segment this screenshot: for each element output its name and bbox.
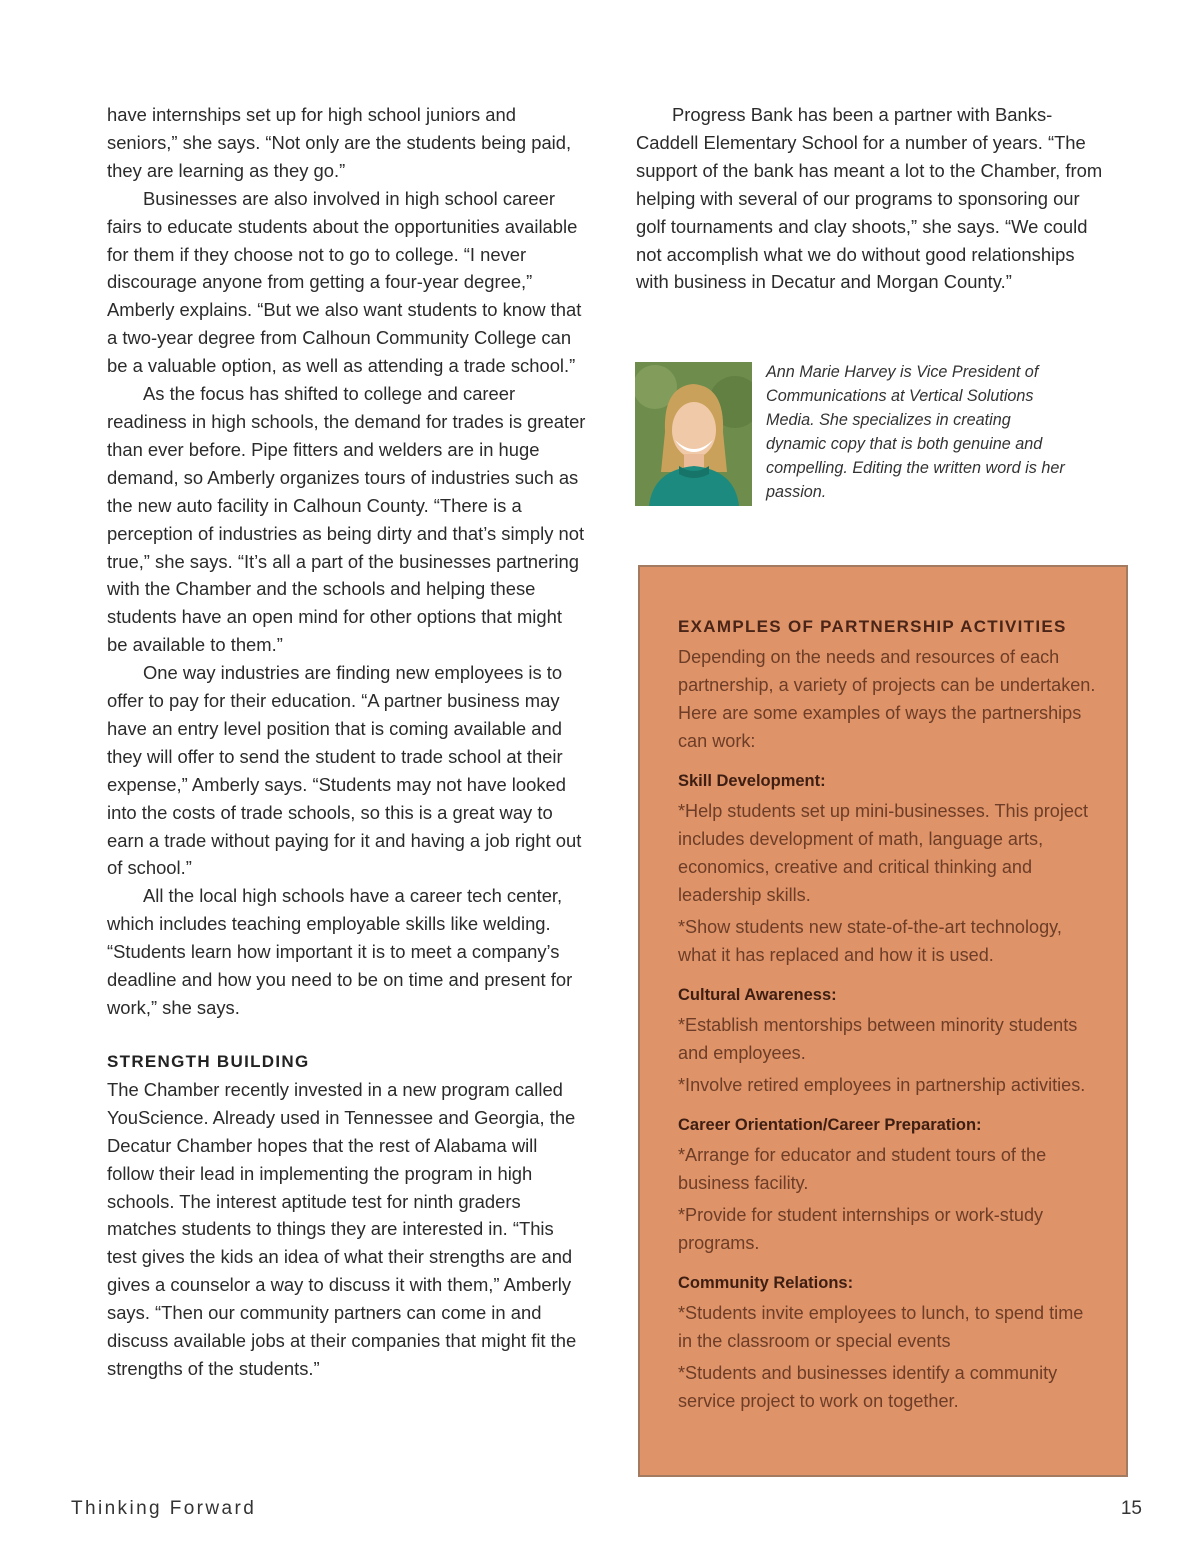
body-paragraph: Businesses are also involved in high school career fairs to educate students about the opportunities available for them if they choose not to go to college. “I never discourage anyone from getting a four-year degree,” Amberly explains. “But we also want students to know that a two-year degree from Calhoun Community College can be a valuable option, as well as attending a trade school.” [107, 187, 582, 377]
sidebar-section-heading: Community Relations: [678, 1274, 854, 1292]
sidebar-item: *Provide for student internships or work-study programs. [678, 1205, 1044, 1253]
body-paragraph: The Chamber recently invested in a new program called YouScience. Already used in Tennessee and Georgia, the Decatur Chamber hopes that the rest of Alabama will follow their lead in implementing the program in high schools. The interest aptitude test for ninth graders matches students to things they are interested in. “This test gives the kids an idea of what their strengths are and gives a counselor a way to discuss it with them,” Amberly says. “Then our community partners can come in and discuss available jobs at their companies that might fit the strengths of the students.” [107, 1078, 577, 1379]
body-paragraph: One way industries are finding new employees is to offer to pay for their education. “A partner business may have an entry level position that is coming available and they will offer to send the student to trade school at their expense,” Amberly says. “Students may not have looked into the costs of trade schools, so this is a great way to earn a trade without paying for it and having a job right out of school.” [107, 662, 582, 879]
sidebar-title: EXAMPLES OF PARTNERSHIP ACTIVITIES [678, 617, 1067, 636]
page-number: 15 [1120, 1498, 1142, 1519]
sidebar-section-heading: Career Orientation/Career Preparation: [678, 1116, 982, 1134]
left-column [107, 101, 587, 1383]
body-paragraph: As the focus has shifted to college and career readiness in high schools, the demand for trades is greater than ever before. Pipe fitters and welders are in huge demand, so Amberly organizes tours of industries such as the new auto facility in Calhoun County. “There is a perception of industries as being dirty and that’s simply not true,” she says. “It’s all a part of the businesses partnering with the Chamber and the schools and helping these students have an open mind for other options that might be available to them.” [107, 383, 586, 656]
sidebar-item: *Arrange for educator and student tours of the business facility. [678, 1145, 1047, 1193]
partnership-sidebar [638, 565, 1128, 1477]
sidebar-item: *Establish mentorships between minority students and employees. [678, 1015, 1078, 1063]
sidebar-section-heading: Skill Development: [678, 772, 826, 790]
section-heading: STRENGTH BUILDING [107, 1051, 310, 1071]
sidebar-intro: Depending on the needs and resources of each partnership, a variety of projects can be undertaken. Here are some examples of ways the partnerships can work: [678, 647, 1096, 751]
author-bio: Ann Marie Harvey is Vice President of Communications at Vertical Solutions Media. She specializes in creating dynamic copy that is both genuine and compelling. Editing the written word is her passion. [766, 363, 1065, 501]
publication-title: Thinking Forward [71, 1498, 257, 1519]
sidebar-item: *Students invite employees to lunch, to spend time in the classroom or special events [678, 1303, 1084, 1351]
body-paragraph: Progress Bank has been a partner with Banks-Caddell Elementary School for a number of years. “The support of the bank has meant a lot to the Chamber, from helping with several of our programs to sponsoring our golf tournaments and clay shoots,” she says. “We could not accomplish what we do without good relationships with business in Decatur and Morgan County.” [636, 104, 1103, 293]
right-column [636, 101, 1106, 296]
sidebar-item: *Show students new state-of-the-art technology, what it has replaced and how it is used. [678, 917, 1062, 965]
author-portrait-icon [635, 362, 752, 506]
sidebar-item: *Students and businesses identify a community service project to work on together. [678, 1363, 1058, 1411]
sidebar-item: *Involve retired employees in partnership activities. [678, 1075, 1086, 1095]
body-paragraph: All the local high schools have a career tech center, which includes teaching employable skills like welding. “Students learn how important it is to meet a company’s deadline and how you need to be on time and present for work,” she says. [107, 885, 573, 1018]
author-photo [635, 362, 752, 506]
body-paragraph: have internships set up for high school juniors and seniors,” she says. “Not only are the students being paid, they are learning as they go.” [107, 104, 572, 181]
sidebar-item: *Help students set up mini-businesses. This project includes development of math, language arts, economics, creative and critical thinking and leadership skills. [678, 801, 1088, 905]
sidebar-section-heading: Cultural Awareness: [678, 986, 837, 1004]
